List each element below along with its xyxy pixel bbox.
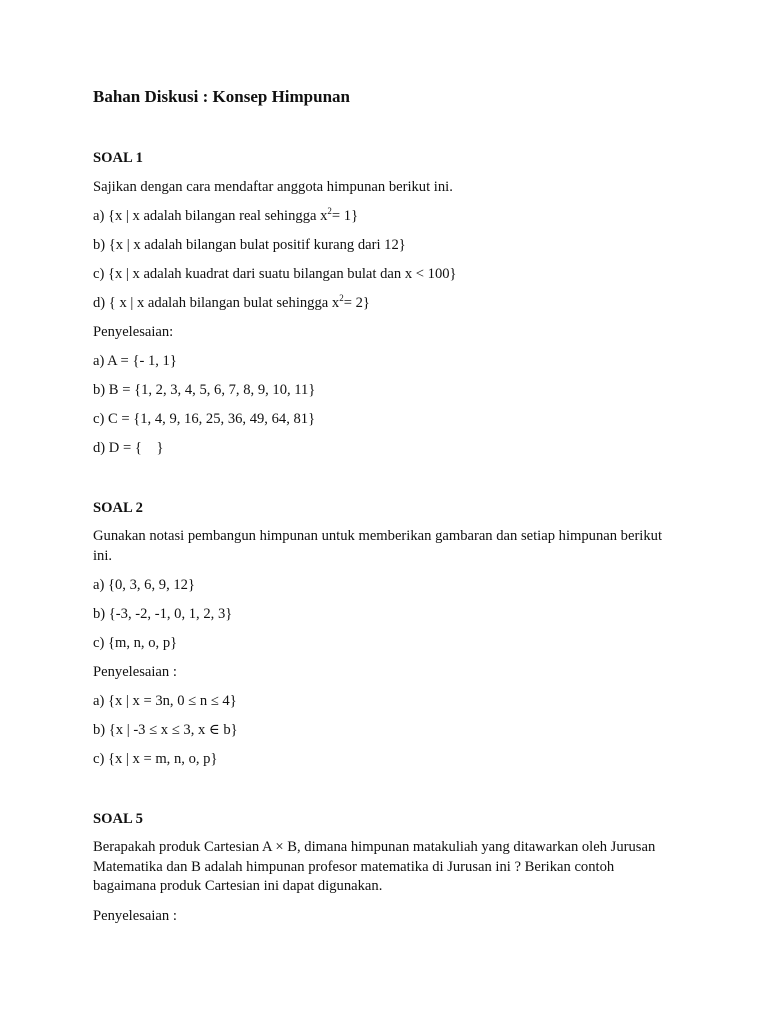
soal1-answer-b: b) B = {1, 2, 3, 4, 5, 6, 7, 8, 9, 10, 11} bbox=[93, 382, 316, 398]
soal1-heading: SOAL 1 bbox=[93, 150, 143, 166]
soal1-answer-d: d) D = { } bbox=[93, 440, 164, 456]
soal1-answer-c: c) C = {1, 4, 9, 16, 25, 36, 49, 64, 81} bbox=[93, 411, 316, 427]
soal1-answer-a: a) A = {- 1, 1} bbox=[93, 353, 177, 369]
soal1-item-a-exponent: 2 bbox=[327, 206, 332, 216]
soal2-solution-label: Penyelesaian : bbox=[93, 664, 177, 680]
soal2-answer-b: b) {x | -3 ≤ x ≤ 3, x ∈ b} bbox=[93, 722, 238, 738]
soal1-item-d-tail: = 2} bbox=[343, 295, 370, 311]
soal2-answer-c: c) {x | x = m, n, o, p} bbox=[93, 751, 218, 767]
soal1-item-d bbox=[93, 294, 370, 313]
soal2-heading: SOAL 2 bbox=[93, 500, 143, 516]
soal1-item-d-text: d) { x | x adalah bilangan bulat sehingga x bbox=[93, 295, 340, 311]
soal1-item-b: b) {x | x adalah bilangan bulat positif kurang dari 12} bbox=[93, 237, 406, 253]
soal5-heading: SOAL 5 bbox=[93, 811, 143, 827]
soal1-item-a-tail: = 1} bbox=[331, 208, 359, 224]
soal2-answer-a: a) {x | x = 3n, 0 ≤ n ≤ 4} bbox=[93, 693, 237, 709]
soal2-item-a: a) {0, 3, 6, 9, 12} bbox=[93, 577, 195, 593]
soal2-item-c: c) {m, n, o, p} bbox=[93, 635, 178, 651]
soal1-item-a-text: a) {x | x adalah bilangan real sehingga x bbox=[93, 208, 328, 224]
soal5-solution-label: Penyelesaian : bbox=[93, 908, 177, 924]
soal1-item-d-exponent: 2 bbox=[339, 293, 344, 303]
document-title: Bahan Diskusi : Konsep Himpunan bbox=[93, 87, 350, 106]
soal2-item-b: b) {-3, -2, -1, 0, 1, 2, 3} bbox=[93, 606, 233, 622]
soal1-solution-label: Penyelesaian: bbox=[93, 324, 174, 340]
soal1-item-c: c) {x | x adalah kuadrat dari suatu bilangan bulat dan x < 100} bbox=[93, 266, 457, 282]
soal1-item-a bbox=[93, 207, 358, 226]
soal1-intro: Sajikan dengan cara mendaftar anggota himpunan berikut ini. bbox=[93, 179, 453, 195]
soal2-intro: Gunakan notasi pembangun himpunan untuk memberikan gambaran dan setiap himpunan berikut ini. bbox=[93, 528, 663, 564]
soal5-intro: Berapakah produk Cartesian A × B, dimana himpunan matakuliah yang ditawarkan oleh Jurusan Matematika dan B adalah himpunan profesor matematika di Jurusan ini ? Berikan contoh bagaimana produk Cartesian ini dapat digunakan. bbox=[93, 839, 656, 894]
